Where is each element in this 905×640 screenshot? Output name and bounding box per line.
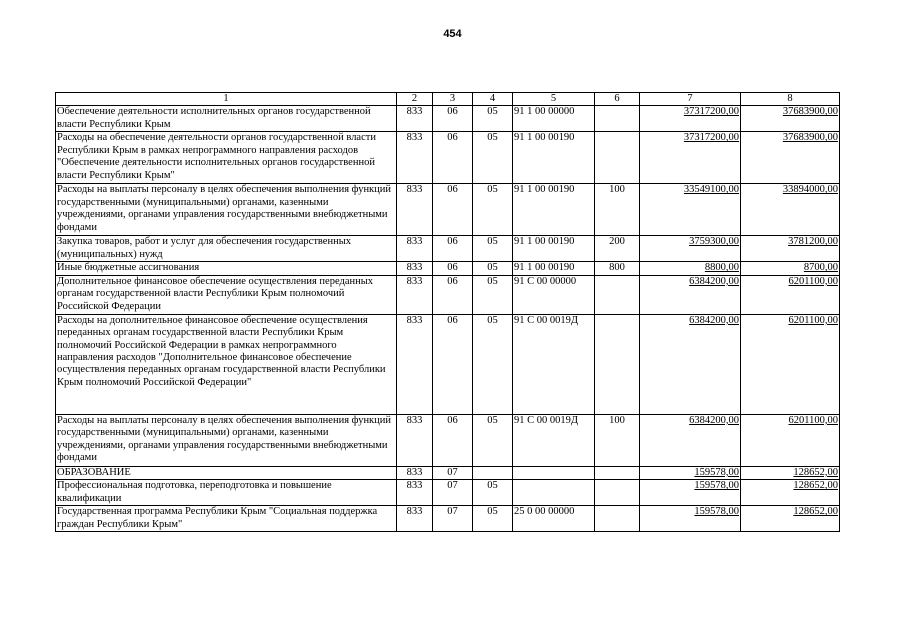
subsection-code: 05 xyxy=(473,236,513,262)
section-code: 06 xyxy=(433,184,473,236)
table-row xyxy=(56,184,840,236)
ministry-code: 833 xyxy=(397,184,433,236)
amount-year-2: 3781200,00 xyxy=(741,236,840,262)
section-code: 07 xyxy=(433,480,473,506)
amount-year-2: 33894000,00 xyxy=(741,184,840,236)
ministry-code: 833 xyxy=(397,262,433,275)
target-article-code: 91 С 00 0019Д xyxy=(513,314,595,414)
amount-year-2: 37683900,00 xyxy=(741,106,840,132)
row-description: Расходы на дополнительное финансовое обеспечение осуществления переданных органам государственной власти Республики Крым полномочий Российской Федерации в рамках непрограммного направления расходов "Дополнительное финансовое обеспечение осуществления переданных органам государственной власти Республики Крым полномочий Российской Федерации" xyxy=(56,314,397,414)
target-article-code: 91 1 00 00190 xyxy=(513,132,595,184)
subsection-code: 05 xyxy=(473,262,513,275)
header-cell: 8 xyxy=(741,93,840,106)
row-description: Обеспечение деятельности исполнительных органов государственной власти Республики Крым xyxy=(56,106,397,132)
page-number: 454 xyxy=(443,28,462,40)
header-cell: 7 xyxy=(640,93,741,106)
subsection-code: 05 xyxy=(473,480,513,506)
row-description: Расходы на выплаты персоналу в целях обеспечения выполнения функций государственными (муниципальными) органами, казенными учреждениями, органами управления государственными внебюджетными фондами xyxy=(56,414,397,466)
subsection-code: 05 xyxy=(473,184,513,236)
section-code: 06 xyxy=(433,275,473,314)
amount-year-2: 37683900,00 xyxy=(741,132,840,184)
expense-type-code: 100 xyxy=(595,414,640,466)
expense-type-code xyxy=(595,106,640,132)
section-code: 07 xyxy=(433,466,473,479)
row-description: ОБРАЗОВАНИЕ xyxy=(56,466,397,479)
expense-type-code: 100 xyxy=(595,184,640,236)
target-article-code xyxy=(513,480,595,506)
amount-year-2: 6201100,00 xyxy=(741,414,840,466)
expense-type-code: 800 xyxy=(595,262,640,275)
amount-year-1: 37317200,00 xyxy=(640,132,741,184)
amount-year-1: 37317200,00 xyxy=(640,106,741,132)
amount-year-1: 6384200,00 xyxy=(640,314,741,414)
row-description: Иные бюджетные ассигнования xyxy=(56,262,397,275)
table-row xyxy=(56,262,840,275)
section-code: 06 xyxy=(433,262,473,275)
table-row xyxy=(56,236,840,262)
expense-type-code xyxy=(595,466,640,479)
subsection-code: 05 xyxy=(473,132,513,184)
subsection-code: 05 xyxy=(473,414,513,466)
expense-type-code xyxy=(595,132,640,184)
expense-type-code: 200 xyxy=(595,236,640,262)
expense-type-code xyxy=(595,480,640,506)
table-row xyxy=(56,466,840,479)
subsection-code: 05 xyxy=(473,106,513,132)
header-cell: 2 xyxy=(397,93,433,106)
row-description: Государственная программа Республики Крым "Социальная поддержка граждан Республики Крым" xyxy=(56,506,397,532)
amount-year-2: 6201100,00 xyxy=(741,314,840,414)
expense-type-code xyxy=(595,275,640,314)
ministry-code: 833 xyxy=(397,275,433,314)
section-code: 06 xyxy=(433,414,473,466)
target-article-code: 91 С 00 00000 xyxy=(513,275,595,314)
amount-year-1: 159578,00 xyxy=(640,506,741,532)
amount-year-2: 6201100,00 xyxy=(741,275,840,314)
target-article-code xyxy=(513,466,595,479)
ministry-code: 833 xyxy=(397,236,433,262)
amount-year-2: 128652,00 xyxy=(741,466,840,479)
section-code: 06 xyxy=(433,132,473,184)
section-code: 06 xyxy=(433,236,473,262)
amount-year-1: 33549100,00 xyxy=(640,184,741,236)
table-row xyxy=(56,506,840,532)
table-row xyxy=(56,414,840,466)
amount-year-2: 128652,00 xyxy=(741,506,840,532)
amount-year-1: 159578,00 xyxy=(640,480,741,506)
ministry-code: 833 xyxy=(397,466,433,479)
row-description: Закупка товаров, работ и услуг для обеспечения государственных (муниципальных) нужд xyxy=(56,236,397,262)
section-code: 06 xyxy=(433,106,473,132)
table-row xyxy=(56,132,840,184)
header-cell: 4 xyxy=(473,93,513,106)
subsection-code: 05 xyxy=(473,314,513,414)
target-article-code: 91 1 00 00190 xyxy=(513,236,595,262)
target-article-code: 91 1 00 00190 xyxy=(513,184,595,236)
table-row xyxy=(56,314,840,414)
section-code: 07 xyxy=(433,506,473,532)
amount-year-1: 6384200,00 xyxy=(640,414,741,466)
header-cell: 3 xyxy=(433,93,473,106)
header-cell: 5 xyxy=(513,93,595,106)
subsection-code: 05 xyxy=(473,506,513,532)
ministry-code: 833 xyxy=(397,132,433,184)
subsection-code xyxy=(473,466,513,479)
row-description: Профессиональная подготовка, переподготовка и повышение квалификации xyxy=(56,480,397,506)
budget-table xyxy=(55,92,840,532)
table-row xyxy=(56,480,840,506)
amount-year-1: 3759300,00 xyxy=(640,236,741,262)
row-description: Расходы на выплаты персоналу в целях обеспечения выполнения функций государственными (муниципальными) органами, казенными учреждениями, органами управления государственными внебюджетными фондами xyxy=(56,184,397,236)
expense-type-code xyxy=(595,506,640,532)
ministry-code: 833 xyxy=(397,480,433,506)
amount-year-2: 128652,00 xyxy=(741,480,840,506)
header-cell: 1 xyxy=(56,93,397,106)
table-row xyxy=(56,275,840,314)
table-row xyxy=(56,106,840,132)
ministry-code: 833 xyxy=(397,414,433,466)
target-article-code: 91 1 00 00190 xyxy=(513,262,595,275)
amount-year-2: 8700,00 xyxy=(741,262,840,275)
target-article-code: 91 1 00 00000 xyxy=(513,106,595,132)
header-cell: 6 xyxy=(595,93,640,106)
ministry-code: 833 xyxy=(397,506,433,532)
row-description: Расходы на обеспечение деятельности органов государственной власти Республики Крым в рамках непрограммного направления расходов "Обеспечение деятельности исполнительных органов государственной власти Республики Крым" xyxy=(56,132,397,184)
amount-year-1: 159578,00 xyxy=(640,466,741,479)
row-description: Дополнительное финансовое обеспечение осуществления переданных органам государственной власти Республики Крым полномочий Российской Федерации xyxy=(56,275,397,314)
ministry-code: 833 xyxy=(397,106,433,132)
amount-year-1: 8800,00 xyxy=(640,262,741,275)
section-code: 06 xyxy=(433,314,473,414)
ministry-code: 833 xyxy=(397,314,433,414)
target-article-code: 91 С 00 0019Д xyxy=(513,414,595,466)
subsection-code: 05 xyxy=(473,275,513,314)
expense-type-code xyxy=(595,314,640,414)
target-article-code: 25 0 00 00000 xyxy=(513,506,595,532)
amount-year-1: 6384200,00 xyxy=(640,275,741,314)
table-header-row xyxy=(56,93,840,106)
